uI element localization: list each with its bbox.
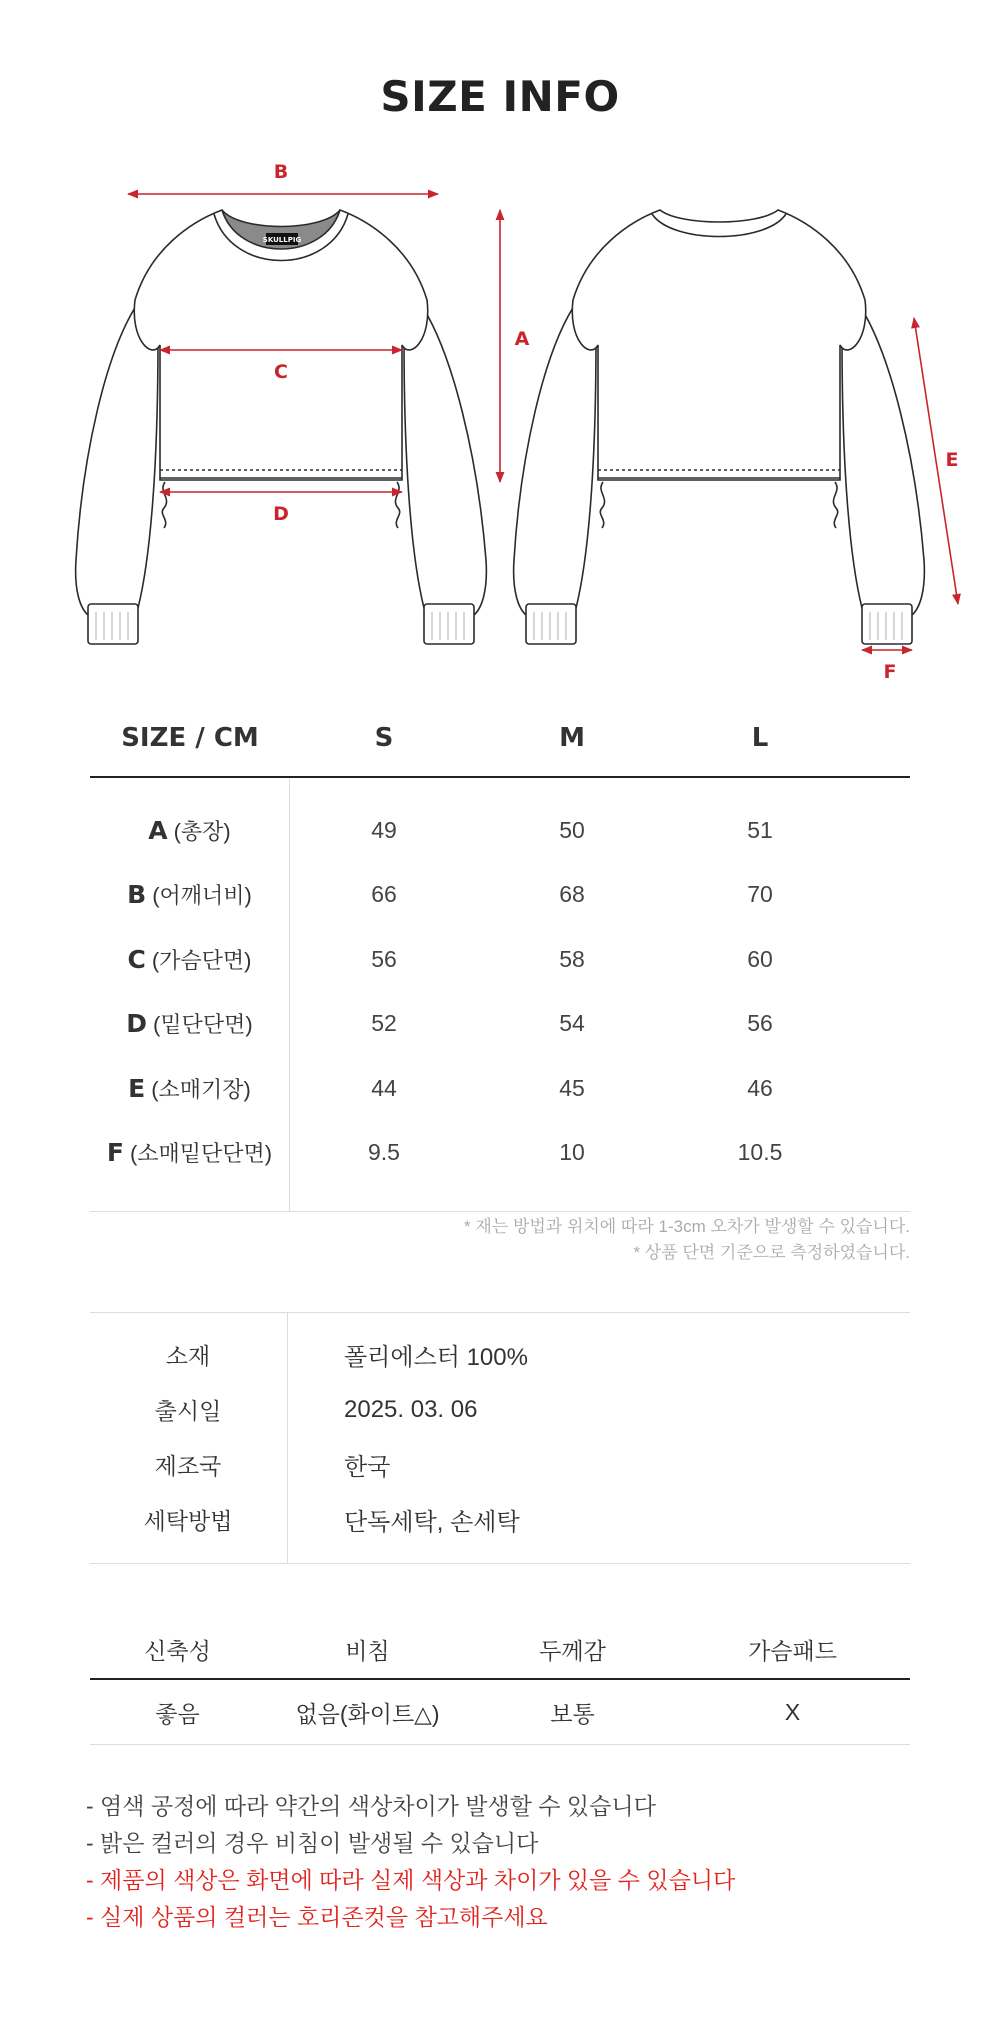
cell-l: 60 xyxy=(747,945,773,972)
info-row-washing xyxy=(90,1492,910,1547)
table-row-label xyxy=(90,1056,289,1121)
info-row-material xyxy=(90,1327,910,1382)
info-label: 출시일 xyxy=(154,1398,222,1424)
info-value: 한국 xyxy=(344,1454,391,1481)
measure-key: E xyxy=(128,1073,146,1103)
cell-l: 51 xyxy=(747,816,773,843)
attr-value-row xyxy=(90,1680,910,1745)
info-label: 세탁방법 xyxy=(143,1508,233,1534)
size-header-l: L xyxy=(751,723,769,753)
cell-s: 66 xyxy=(371,881,397,908)
attr-header-sheerness: 비침 xyxy=(345,1637,390,1664)
table-row-label xyxy=(90,798,289,863)
front-body xyxy=(134,210,427,480)
dim-label-d: D xyxy=(273,503,289,525)
brand-tag-text: SKULLPIG xyxy=(262,236,302,244)
front-view xyxy=(76,210,487,644)
size-table xyxy=(90,700,910,1212)
info-divider xyxy=(287,1313,288,1563)
table-row xyxy=(290,927,854,992)
measure-name: (가슴단면) xyxy=(151,947,252,973)
table-row-label xyxy=(90,1121,289,1186)
dim-label-f: F xyxy=(883,661,897,680)
info-value: 폴리에스터 100% xyxy=(344,1344,528,1371)
measure-name: (소매기장) xyxy=(151,1076,251,1102)
cell-m: 58 xyxy=(559,945,585,972)
measure-name: (총장) xyxy=(173,818,231,844)
cell-l: 56 xyxy=(747,1010,773,1037)
dim-label-e: E xyxy=(945,449,959,471)
table-row xyxy=(290,798,854,863)
info-value: 2025. 03. 06 xyxy=(344,1395,478,1423)
table-row-label xyxy=(90,863,289,928)
cell-m: 68 xyxy=(559,881,585,908)
attr-value-stretch: 좋음 xyxy=(155,1700,200,1727)
size-header-m: M xyxy=(559,723,585,753)
size-header-s: S xyxy=(374,723,394,753)
back-left-cuff xyxy=(526,604,576,644)
measure-key: F xyxy=(106,1138,124,1168)
fabric-attributes-table xyxy=(90,1620,910,1745)
cell-s: 52 xyxy=(371,1010,397,1037)
cell-m: 45 xyxy=(559,1074,585,1101)
cell-s: 9.5 xyxy=(368,1139,400,1166)
attr-value-chest-pad: X xyxy=(784,1698,801,1725)
dim-label-a: A xyxy=(514,328,530,350)
front-left-cuff xyxy=(88,604,138,644)
measure-key: C xyxy=(127,944,146,974)
disclaimer-item: - 염색 공정에 따라 약간의 색상차이가 발생할 수 있습니다 xyxy=(86,1793,656,1819)
table-row xyxy=(290,863,854,928)
disclaimer-item: - 밝은 컬러의 경우 비침이 발생될 수 있습니다 xyxy=(86,1830,539,1856)
cell-s: 44 xyxy=(371,1074,397,1101)
disclaimer-item-warning: - 실제 상품의 컬러는 호리존컷을 참고해주세요 xyxy=(86,1904,548,1930)
cell-l: 46 xyxy=(747,1074,773,1101)
attr-header-chest-pad: 가슴패드 xyxy=(748,1637,837,1664)
table-row-label xyxy=(90,992,289,1057)
info-row-release-date xyxy=(90,1382,910,1437)
size-row-labels xyxy=(90,778,290,1211)
measure-key: B xyxy=(127,880,147,910)
measure-name: (밑단단면) xyxy=(153,1012,253,1038)
attr-value-sheerness: 없음(화이트△) xyxy=(295,1700,440,1727)
note-line: * 재는 방법과 위치에 따라 1-3cm 오차가 발생할 수 있습니다. xyxy=(464,1217,910,1236)
measure-key: D xyxy=(126,1009,148,1039)
cell-s: 56 xyxy=(371,945,397,972)
cell-l: 10.5 xyxy=(737,1139,783,1166)
cell-s: 49 xyxy=(371,816,397,843)
page-title: SIZE INFO xyxy=(380,72,620,121)
info-label: 제조국 xyxy=(154,1453,222,1479)
size-table-header xyxy=(90,700,910,778)
back-right-cuff xyxy=(862,604,912,644)
table-row-label xyxy=(90,927,289,992)
size-header-label: SIZE / CM xyxy=(121,723,259,753)
disclaimer-list xyxy=(86,1788,735,1936)
attr-header-row xyxy=(90,1620,910,1680)
cell-m: 50 xyxy=(559,816,585,843)
attr-header-stretch: 신축성 xyxy=(144,1637,211,1664)
measurement-notes xyxy=(464,1214,910,1266)
table-row xyxy=(290,1056,854,1121)
front-right-cuff xyxy=(424,604,474,644)
product-info-table xyxy=(90,1312,910,1564)
attr-value-thickness: 보통 xyxy=(550,1700,595,1727)
cell-m: 10 xyxy=(559,1139,585,1166)
attr-header-thickness: 두께감 xyxy=(539,1637,606,1664)
dim-label-b: B xyxy=(273,161,289,183)
info-row-origin xyxy=(90,1437,910,1492)
back-body xyxy=(572,210,865,480)
measure-name: (소매밑단단면) xyxy=(129,1141,273,1167)
info-value: 단독세탁, 손세탁 xyxy=(344,1509,520,1536)
info-label: 소재 xyxy=(165,1343,211,1369)
table-row xyxy=(290,1121,854,1186)
cell-m: 54 xyxy=(559,1010,585,1037)
back-view xyxy=(514,210,925,644)
garment-diagram xyxy=(0,150,1000,680)
table-row xyxy=(290,992,854,1057)
dim-label-c: C xyxy=(274,361,288,383)
measure-key: A xyxy=(148,815,168,845)
note-line: * 상품 단면 기준으로 측정하였습니다. xyxy=(633,1243,910,1262)
measure-name: (어깨너비) xyxy=(152,883,252,909)
disclaimer-item-warning: - 제품의 색상은 화면에 따라 실제 색상과 차이가 있을 수 있습니다 xyxy=(86,1867,736,1893)
cell-l: 70 xyxy=(747,881,773,908)
size-row-values xyxy=(290,778,854,1211)
